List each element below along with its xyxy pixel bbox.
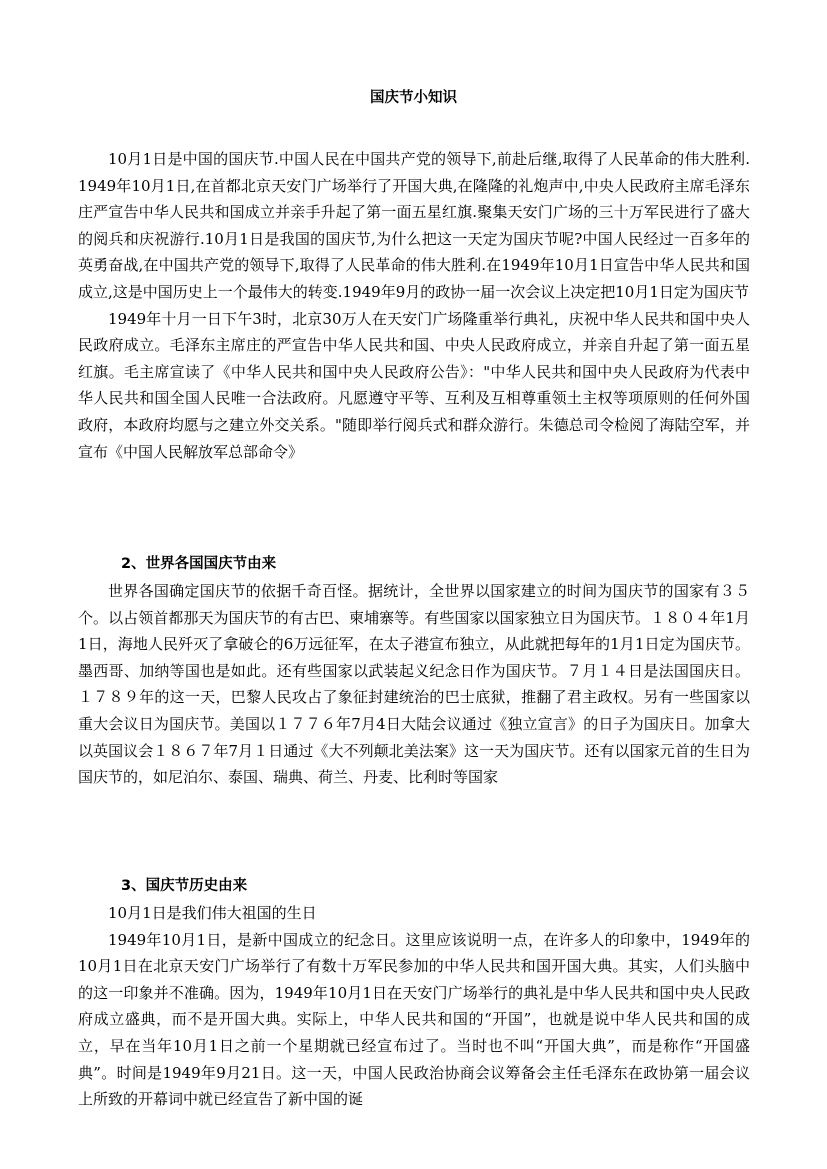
document-title: 国庆节小知识 xyxy=(370,90,457,106)
paragraph: 1949年10月1日，是新中国成立的纪念日。这里应该说明一点，在许多人的印象中，1949年的10月1日在北京天安门广场举行了有数十万军民参加的中华人民共和国开国大典。其实，人们头脑中的这一印象并不准确。因为，1949年10月1日在天安门广场举行的典礼是中华人民共和国中央人民政府成立盛典，而不是开国大典。实际上，中华人民共和国的“开国”，也就是说中华人民共和国的成立，早在当年10月1日之前一个星期就已经宣布过了。当时也不叫“开国大典”，而是称作“开国盛典”。时间是1949年9月21日。这一天，中国人民政治协商会议筹备会主任毛泽东在政协第一届会议上所致的开幕词中就已经宣告了新中国的诞 xyxy=(78,930,750,1109)
paragraph: 10月1日是中国的国庆节.中国人民在中国共产党的领导下,前赴后继,取得了人民革命的伟大胜利. 1949年10月1日,在首都北京天安门广场举行了开国大典,在隆隆的礼炮声中,中央人民政府主席毛泽东庄严宣告中华人民共和国成立并亲手升起了第一面五星红旗.聚集天安门广场的三十万军民进行了盛大的阅兵和庆祝游行.10月1日是我国的国庆节,为什么把这一天定为国庆节呢?中国人民经过一百多年的英勇奋战,在中国共产党的领导下,取得了人民革命的伟大胜利.在1949年10月1日宣告中华人民共和国成立,这是中国历史上一个最伟大的转变.1949年9月的政协一届一次会议上决定把10月1日定为国庆节 xyxy=(78,150,750,301)
section-3 xyxy=(78,900,750,1113)
paragraph: 世界各国确定国庆节的依据千奇百怪。据统计，全世界以国家建立的时间为国庆节的国家有３５个。以占领首都那天为国庆节的有古巴、柬埔寨等。有些国家以国家独立日为国庆节。１８０４年1月1日，海地人民歼灭了拿破仑的6万远征军，在太子港宣布独立，从此就把每年的1月1日定为国庆节。墨西哥、加纳等国也是如此。还有些国家以武装起义纪念日作为国庆节。７月１４日是法国国庆日。１７８９年的这一天，巴黎人民攻占了象征封建统治的巴士底狱，推翻了君主政权。另有一些国家以重大会议日为国庆节。美国以１７７６年7月4日大陆会议通过《独立宣言》的日子为国庆日。加拿大以英国议会１８６７年7月１日通过《大不列颠北美法案》这一天为国庆节。还有以国家元首的生日为国庆节的，如尼泊尔、泰国、瑞典、荷兰、丹麦、比利时等国家 xyxy=(78,582,750,787)
section-heading: 2、世界各国国庆节由来 xyxy=(121,556,277,572)
section-heading: 3、国庆节历史由来 xyxy=(121,878,248,894)
section-2 xyxy=(78,578,750,791)
paragraph: 1949年十月一日下午3时，北京30万人在天安门广场隆重举行典礼，庆祝中华人民共和国中央人民政府成立。毛泽东主席庄的严宣告中华人民共和国、中央人民政府成立，并亲自升起了第一面五星红旗。毛主席宣读了《中华人民共和国中央人民政府公告》："中华人民共和国中央人民政府为代表中华人民共和国全国人民唯一合法政府。凡愿遵守平等、互利及互相尊重领土主权等项原则的任何外国政府，本政府均愿与之建立外交关系。"随即举行阅兵式和群众游行。朱德总司令检阅了海陆空军，并宣布《中国人民解放军总部命令》 xyxy=(78,309,750,461)
section-1 xyxy=(78,146,750,465)
paragraph: 10月1日是我们伟大祖国的生日 xyxy=(108,904,317,922)
